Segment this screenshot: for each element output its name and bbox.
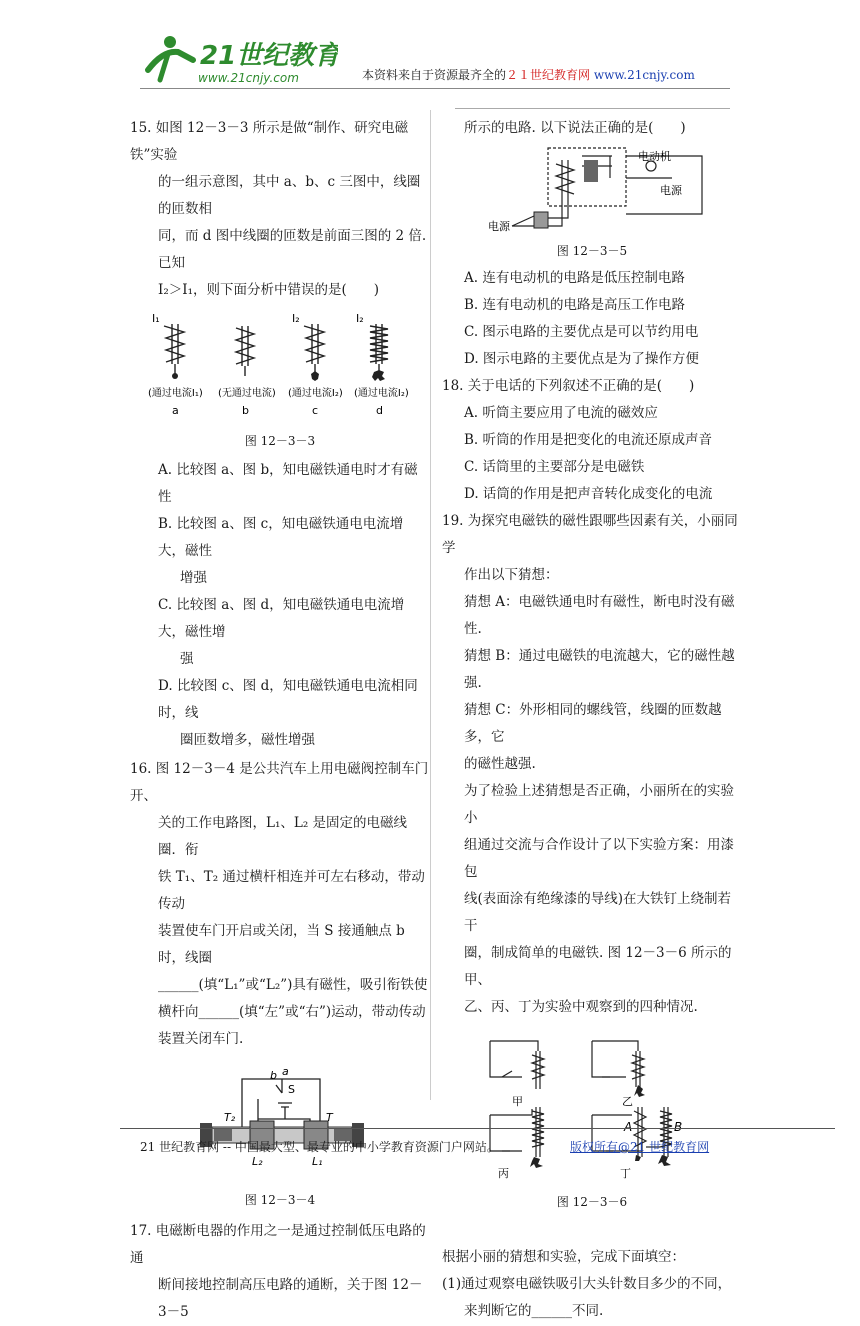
q17-cont: 所示的电路. 以下说法正确的是( ) [464, 120, 686, 136]
option-d: D. 话筒的作用是把声音转化成变化的电流 [464, 486, 713, 502]
fig-motor-label: 电动机 [638, 150, 671, 163]
header-prefix: 本资料来自于资源最齐全的 [362, 68, 507, 82]
fig-current-label: I₁ [152, 312, 160, 325]
guess-b: 猜想 B：通过电磁铁的电流越大，它的磁性越强. [464, 648, 735, 691]
guess-c-cont: 的磁性越强. [464, 756, 536, 772]
option-b: B. 比较图 a、图 c，知电磁铁通电电流增大，磁性 [158, 516, 404, 559]
q19-line: 19. 为探究电磁铁的磁性跟哪些因素有关，小丽同学 [442, 513, 738, 556]
question-18 [442, 373, 742, 508]
fig-cond-label: (无通过电流) [218, 388, 276, 399]
figure-12-3-6 [442, 1027, 742, 1187]
fig-power-label: 电源 [660, 184, 682, 197]
plan-line: 组通过交流与合作设计了以下实验方案：用漆包 [464, 837, 734, 880]
fig-label-ding: 丁 [620, 1167, 631, 1180]
guess-a: 猜想 A：电磁铁通电时有磁性，断电时没有磁性. [464, 594, 735, 637]
plan-line: 乙、丙、丁为实验中观察到的四种情况. [464, 999, 698, 1015]
footer-text: 21 世纪教育网 -- 中国最大型、最专业的中小学教育资源门户网站。 [140, 1140, 499, 1154]
fig-current-label: I₂ [356, 312, 364, 325]
fig-letter: a [172, 404, 179, 417]
fig-cond-label: (通过电流I₁) [148, 388, 203, 399]
question-17 [130, 1218, 430, 1326]
column-divider [430, 110, 431, 1100]
q16-line: 装置使车门开启或关闭，当 S 接通触点 b 时，线圈 [158, 923, 405, 966]
figure-12-3-5 [442, 142, 742, 236]
fig-label-a: A [624, 1120, 633, 1134]
fig-l1-label: L₁ [312, 1155, 323, 1168]
figure-12-3-4 [130, 1063, 430, 1183]
header-divider [140, 88, 730, 89]
q16-line: 铁 T₁、T₂ 通过横杆相连并可左右移动，带动传动 [158, 869, 425, 912]
fig-a-label: a [282, 1065, 289, 1078]
q17-line: 断间接地控制高压电路的通断，关于图 12－3－5 [158, 1277, 423, 1320]
fig-current-label: I₂ [292, 312, 300, 325]
q15-line: 同，而 d 图中线圈的匝数是前面三图的 2 倍. 已知 [158, 228, 427, 271]
option-d-cont: 圈匝数增多，磁性增强 [180, 732, 315, 748]
option-a: A. 听筒主要应用了电流的磁效应 [464, 405, 658, 421]
question-19 [442, 508, 742, 1325]
header-text [362, 66, 695, 83]
q17-line: 17. 电磁断电器的作用之一是通过控制低压电路的通 [130, 1223, 426, 1266]
guess-c: 猜想 C：外形相同的螺线管，线圈的匝数越多，它 [464, 702, 722, 745]
option-c: C. 图示电路的主要优点是可以节约用电 [464, 324, 699, 340]
option-a: A. 连有电动机的电路是低压控制电路 [464, 270, 685, 286]
fig-t1-label: T [326, 1111, 333, 1124]
figure-caption: 图 12－3－5 [556, 244, 628, 258]
footer-copyright-link[interactable]: 版权所有@21 世纪教育网 [570, 1140, 710, 1154]
fig-label-jia: 甲 [512, 1095, 523, 1108]
q16-line: ______(填“L₁”或“L₂”)具有磁性，吸引衔铁使 [158, 977, 428, 993]
q16-line: 关的工作电路图，L₁、L₂ 是固定的电磁线圈．衔 [158, 815, 408, 858]
q16-line: 横杆向______(填“左”或“右”)运动，带动传动 [158, 1004, 426, 1020]
fig-cond-label: (通过电流I₂) [288, 388, 343, 399]
fill-1: (1)通过观察电磁铁吸引大头针数目多少的不同， [442, 1276, 732, 1292]
option-d: D. 图示电路的主要优点是为了操作方便 [464, 351, 699, 367]
q18-title: 18. 关于电话的下列叙述不正确的是( ) [442, 378, 695, 394]
option-d: D. 比较图 c、图 d，知电磁铁通电电流相同时，线 [158, 678, 418, 721]
fig-label-yi: 乙 [622, 1095, 633, 1108]
q15-line: 15. 如图 12－3－3 所示是做“制作、研究电磁铁”实验 [130, 120, 409, 163]
fig-letter: b [242, 404, 249, 417]
q15-line: I₂＞I₁，则下面分析中错误的是( ) [158, 282, 380, 298]
option-c: C. 话筒里的主要部分是电磁铁 [464, 459, 645, 475]
option-b-cont: 增强 [180, 570, 207, 586]
q19-line: 作出以下猜想： [464, 567, 559, 583]
figure-caption: 图 12－3－4 [244, 1193, 316, 1207]
fig-t2-label: T₂ [224, 1111, 236, 1124]
fig-s-label: S [288, 1083, 295, 1096]
figure-12-3-3 [130, 304, 430, 424]
option-b: B. 连有电动机的电路是高压工作电路 [464, 297, 686, 313]
fig-source-label: 电源 [488, 220, 510, 233]
option-b: B. 听筒的作用是把变化的电流还原成声音 [464, 432, 713, 448]
fill-intro: 根据小丽的猜想和实验，完成下面填空： [442, 1249, 685, 1265]
fig-letter: c [312, 404, 319, 417]
q15-options [130, 457, 430, 754]
option-c-cont: 强 [180, 651, 194, 667]
header-brand-link[interactable]: ２１世纪教育网 [506, 68, 591, 82]
q17-options [442, 265, 742, 373]
scan-divider [455, 108, 730, 109]
header-url-link[interactable]: www.21cnjy.com [593, 68, 695, 82]
plan-line: 为了检验上述猜想是否正确，小丽所在的实验小 [464, 783, 734, 826]
fig-letter: d [376, 404, 383, 417]
plan-line: 圈，制成简单的电磁铁. 图 12－3－6 所示的甲、 [464, 945, 732, 988]
footer-divider [120, 1128, 835, 1129]
logo-url: www.21cnjy.com [198, 71, 299, 85]
logo-text: 21世纪教育 [200, 41, 338, 71]
fill-1-cont: 来判断它的______不同. [464, 1303, 604, 1319]
q16-line: 装置关闭车门. [158, 1031, 244, 1047]
fig-cond-label: (通过电流I₂) [354, 388, 409, 399]
plan-line: 线(表面涂有绝缘漆的导线)在大铁钉上绕制若干 [464, 891, 732, 934]
q15-line: 的一组示意图，其中 a、b、c 三图中，线圈的匝数相 [158, 174, 421, 217]
fig-l2-label: L₂ [252, 1155, 263, 1168]
question-15 [130, 115, 430, 754]
figure-caption: 图 12－3－6 [556, 1195, 628, 1209]
q16-line: 16. 图 12－3－4 是公共汽车上用电磁阀控制车门开、 [130, 761, 429, 804]
option-a: A. 比较图 a、图 b，知电磁铁通电时才有磁性 [158, 462, 418, 505]
figure-caption: 图 12－3－3 [244, 434, 316, 448]
fig-label-b: B [674, 1120, 683, 1134]
fig-b-label: b [270, 1069, 277, 1082]
option-c: C. 比较图 a、图 d，知电磁铁通电电流增大，磁性增 [158, 597, 405, 640]
site-logo [138, 30, 338, 90]
fig-label-bing: 丙 [498, 1167, 509, 1180]
